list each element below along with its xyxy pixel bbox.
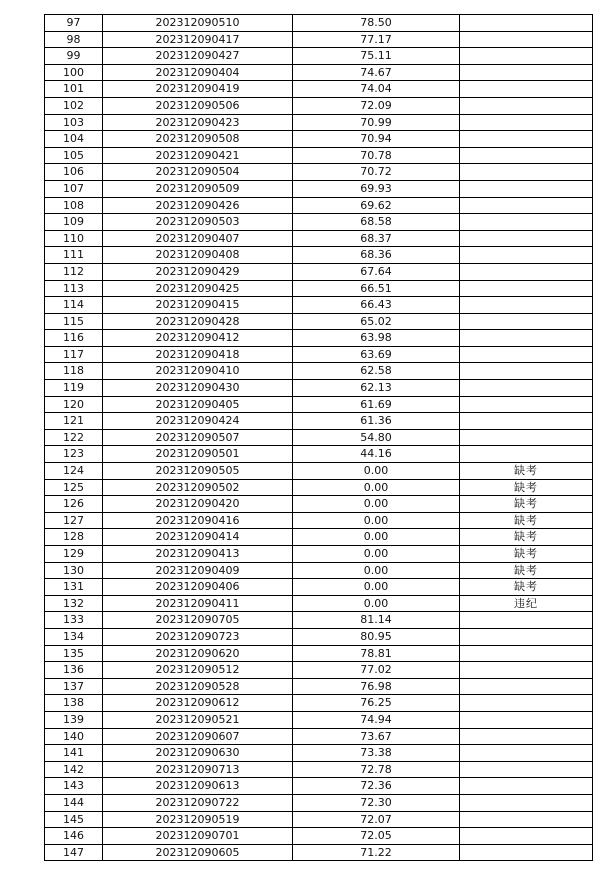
exam-id-cell: 202312090722	[103, 794, 293, 811]
remark-cell: 缺考	[460, 546, 593, 563]
rank-cell: 141	[45, 745, 103, 762]
rank-cell: 115	[45, 313, 103, 330]
remark-cell: 缺考	[460, 579, 593, 596]
table-row	[45, 197, 593, 214]
rank-cell: 113	[45, 280, 103, 297]
exam-id-cell: 202312090528	[103, 678, 293, 695]
score-cell: 0.00	[293, 496, 460, 513]
rank-cell: 130	[45, 562, 103, 579]
remark-cell	[460, 263, 593, 280]
remark-cell: 缺考	[460, 496, 593, 513]
rank-cell: 111	[45, 247, 103, 264]
remark-cell	[460, 48, 593, 65]
remark-cell	[460, 114, 593, 131]
table-row	[45, 678, 593, 695]
rank-cell: 120	[45, 396, 103, 413]
remark-cell	[460, 230, 593, 247]
exam-id-cell: 202312090512	[103, 662, 293, 679]
remark-cell	[460, 214, 593, 231]
remark-cell	[460, 761, 593, 778]
table-row	[45, 579, 593, 596]
table-row	[45, 346, 593, 363]
table-row	[45, 612, 593, 629]
table-row	[45, 247, 593, 264]
score-cell: 80.95	[293, 628, 460, 645]
rank-cell: 147	[45, 844, 103, 861]
score-cell: 66.43	[293, 297, 460, 314]
remark-cell	[460, 711, 593, 728]
table-row	[45, 131, 593, 148]
table-row	[45, 463, 593, 480]
rank-cell: 128	[45, 529, 103, 546]
remark-cell	[460, 313, 593, 330]
remark-cell	[460, 745, 593, 762]
exam-id-cell: 202312090701	[103, 828, 293, 845]
exam-id-cell: 202312090713	[103, 761, 293, 778]
table-row	[45, 828, 593, 845]
score-cell: 74.67	[293, 64, 460, 81]
rank-cell: 105	[45, 147, 103, 164]
exam-id-cell: 202312090415	[103, 297, 293, 314]
remark-cell	[460, 15, 593, 32]
score-cell: 76.98	[293, 678, 460, 695]
remark-cell	[460, 363, 593, 380]
remark-cell	[460, 31, 593, 48]
table-row	[45, 695, 593, 712]
score-cell: 0.00	[293, 546, 460, 563]
table-row	[45, 844, 593, 861]
table-row	[45, 645, 593, 662]
remark-cell	[460, 645, 593, 662]
score-table	[44, 14, 593, 861]
exam-id-cell: 202312090630	[103, 745, 293, 762]
score-cell: 61.69	[293, 396, 460, 413]
score-cell: 63.69	[293, 346, 460, 363]
table-row	[45, 778, 593, 795]
score-cell: 68.37	[293, 230, 460, 247]
score-cell: 72.07	[293, 811, 460, 828]
rank-cell: 100	[45, 64, 103, 81]
table-row	[45, 728, 593, 745]
rank-cell: 117	[45, 346, 103, 363]
table-row	[45, 761, 593, 778]
score-cell: 71.22	[293, 844, 460, 861]
rank-cell: 139	[45, 711, 103, 728]
table-row	[45, 164, 593, 181]
rank-cell: 142	[45, 761, 103, 778]
score-cell: 62.58	[293, 363, 460, 380]
table-row	[45, 15, 593, 32]
rank-cell: 114	[45, 297, 103, 314]
exam-id-cell: 202312090414	[103, 529, 293, 546]
remark-cell	[460, 147, 593, 164]
remark-cell: 缺考	[460, 463, 593, 480]
rank-cell: 144	[45, 794, 103, 811]
remark-cell	[460, 662, 593, 679]
score-cell: 74.94	[293, 711, 460, 728]
rank-cell: 104	[45, 131, 103, 148]
exam-id-cell: 202312090607	[103, 728, 293, 745]
score-cell: 72.30	[293, 794, 460, 811]
remark-cell	[460, 396, 593, 413]
exam-id-cell: 202312090430	[103, 380, 293, 397]
score-cell: 68.36	[293, 247, 460, 264]
remark-cell	[460, 844, 593, 861]
exam-id-cell: 202312090405	[103, 396, 293, 413]
remark-cell	[460, 695, 593, 712]
remark-cell	[460, 429, 593, 446]
exam-id-cell: 202312090519	[103, 811, 293, 828]
exam-id-cell: 202312090510	[103, 15, 293, 32]
exam-id-cell: 202312090507	[103, 429, 293, 446]
remark-cell: 缺考	[460, 529, 593, 546]
rank-cell: 103	[45, 114, 103, 131]
rank-cell: 110	[45, 230, 103, 247]
table-row	[45, 429, 593, 446]
score-cell: 72.36	[293, 778, 460, 795]
score-cell: 78.50	[293, 15, 460, 32]
table-row	[45, 496, 593, 513]
table-row	[45, 595, 593, 612]
rank-cell: 131	[45, 579, 103, 596]
exam-id-cell: 202312090506	[103, 97, 293, 114]
exam-id-cell: 202312090509	[103, 180, 293, 197]
exam-id-cell: 202312090413	[103, 546, 293, 563]
exam-id-cell: 202312090421	[103, 147, 293, 164]
table-row	[45, 330, 593, 347]
exam-id-cell: 202312090424	[103, 413, 293, 430]
exam-id-cell: 202312090503	[103, 214, 293, 231]
table-row	[45, 147, 593, 164]
score-cell: 70.94	[293, 131, 460, 148]
table-row	[45, 396, 593, 413]
rank-cell: 132	[45, 595, 103, 612]
score-cell: 0.00	[293, 512, 460, 529]
table-row	[45, 711, 593, 728]
score-cell: 69.93	[293, 180, 460, 197]
exam-id-cell: 202312090605	[103, 844, 293, 861]
remark-cell	[460, 612, 593, 629]
table-row	[45, 31, 593, 48]
exam-id-cell: 202312090521	[103, 711, 293, 728]
rank-cell: 133	[45, 612, 103, 629]
score-cell: 61.36	[293, 413, 460, 430]
table-row	[45, 280, 593, 297]
table-row	[45, 662, 593, 679]
rank-cell: 129	[45, 546, 103, 563]
exam-id-cell: 202312090705	[103, 612, 293, 629]
table-row	[45, 48, 593, 65]
score-cell: 72.05	[293, 828, 460, 845]
table-row	[45, 230, 593, 247]
rank-cell: 126	[45, 496, 103, 513]
remark-cell	[460, 828, 593, 845]
exam-id-cell: 202312090428	[103, 313, 293, 330]
rank-cell: 138	[45, 695, 103, 712]
table-row	[45, 512, 593, 529]
exam-id-cell: 202312090425	[103, 280, 293, 297]
rank-cell: 124	[45, 463, 103, 480]
rank-cell: 143	[45, 778, 103, 795]
score-cell: 67.64	[293, 263, 460, 280]
score-cell: 69.62	[293, 197, 460, 214]
remark-cell	[460, 64, 593, 81]
rank-cell: 97	[45, 15, 103, 32]
remark-cell	[460, 413, 593, 430]
exam-id-cell: 202312090723	[103, 628, 293, 645]
remark-cell	[460, 81, 593, 98]
score-cell: 0.00	[293, 579, 460, 596]
exam-id-cell: 202312090612	[103, 695, 293, 712]
score-cell: 73.67	[293, 728, 460, 745]
rank-cell: 140	[45, 728, 103, 745]
remark-cell	[460, 297, 593, 314]
remark-cell	[460, 628, 593, 645]
rank-cell: 145	[45, 811, 103, 828]
remark-cell: 缺考	[460, 479, 593, 496]
table-row	[45, 114, 593, 131]
exam-id-cell: 202312090409	[103, 562, 293, 579]
rank-cell: 107	[45, 180, 103, 197]
table-row	[45, 97, 593, 114]
exam-id-cell: 202312090410	[103, 363, 293, 380]
score-cell: 63.98	[293, 330, 460, 347]
score-cell: 0.00	[293, 463, 460, 480]
score-cell: 54.80	[293, 429, 460, 446]
remark-cell	[460, 346, 593, 363]
table-row	[45, 811, 593, 828]
table-row	[45, 297, 593, 314]
score-cell: 66.51	[293, 280, 460, 297]
rank-cell: 102	[45, 97, 103, 114]
score-cell: 70.78	[293, 147, 460, 164]
remark-cell	[460, 197, 593, 214]
remark-cell	[460, 811, 593, 828]
score-cell: 65.02	[293, 313, 460, 330]
table-row	[45, 479, 593, 496]
exam-id-cell: 202312090416	[103, 512, 293, 529]
score-cell: 77.17	[293, 31, 460, 48]
exam-id-cell: 202312090408	[103, 247, 293, 264]
exam-id-cell: 202312090505	[103, 463, 293, 480]
score-cell: 0.00	[293, 595, 460, 612]
remark-cell	[460, 794, 593, 811]
table-row	[45, 529, 593, 546]
rank-cell: 109	[45, 214, 103, 231]
exam-id-cell: 202312090412	[103, 330, 293, 347]
rank-cell: 101	[45, 81, 103, 98]
exam-id-cell: 202312090419	[103, 81, 293, 98]
exam-id-cell: 202312090429	[103, 263, 293, 280]
rank-cell: 136	[45, 662, 103, 679]
score-cell: 72.09	[293, 97, 460, 114]
table-row	[45, 446, 593, 463]
table-row	[45, 313, 593, 330]
rank-cell: 146	[45, 828, 103, 845]
table-row	[45, 794, 593, 811]
remark-cell: 缺考	[460, 512, 593, 529]
score-cell: 0.00	[293, 562, 460, 579]
remark-cell	[460, 446, 593, 463]
remark-cell	[460, 778, 593, 795]
remark-cell	[460, 380, 593, 397]
remark-cell	[460, 330, 593, 347]
exam-id-cell: 202312090620	[103, 645, 293, 662]
remark-cell	[460, 678, 593, 695]
rank-cell: 108	[45, 197, 103, 214]
exam-id-cell: 202312090417	[103, 31, 293, 48]
exam-id-cell: 202312090613	[103, 778, 293, 795]
exam-id-cell: 202312090418	[103, 346, 293, 363]
rank-cell: 122	[45, 429, 103, 446]
remark-cell	[460, 247, 593, 264]
remark-cell	[460, 131, 593, 148]
score-cell: 44.16	[293, 446, 460, 463]
rank-cell: 118	[45, 363, 103, 380]
score-cell: 0.00	[293, 479, 460, 496]
rank-cell: 135	[45, 645, 103, 662]
table-row	[45, 413, 593, 430]
rank-cell: 123	[45, 446, 103, 463]
exam-id-cell: 202312090508	[103, 131, 293, 148]
remark-cell	[460, 164, 593, 181]
exam-id-cell: 202312090406	[103, 579, 293, 596]
score-table-body	[45, 15, 593, 861]
score-cell: 76.25	[293, 695, 460, 712]
remark-cell	[460, 728, 593, 745]
exam-id-cell: 202312090501	[103, 446, 293, 463]
table-row	[45, 546, 593, 563]
remark-cell: 缺考	[460, 562, 593, 579]
table-row	[45, 81, 593, 98]
remark-cell	[460, 97, 593, 114]
score-cell: 77.02	[293, 662, 460, 679]
score-cell: 75.11	[293, 48, 460, 65]
score-cell: 70.99	[293, 114, 460, 131]
rank-cell: 121	[45, 413, 103, 430]
score-cell: 62.13	[293, 380, 460, 397]
rank-cell: 119	[45, 380, 103, 397]
rank-cell: 125	[45, 479, 103, 496]
exam-id-cell: 202312090427	[103, 48, 293, 65]
exam-id-cell: 202312090404	[103, 64, 293, 81]
table-row	[45, 628, 593, 645]
exam-id-cell: 202312090504	[103, 164, 293, 181]
score-cell: 72.78	[293, 761, 460, 778]
table-row	[45, 263, 593, 280]
rank-cell: 134	[45, 628, 103, 645]
remark-cell	[460, 180, 593, 197]
score-cell: 73.38	[293, 745, 460, 762]
table-row	[45, 64, 593, 81]
exam-id-cell: 202312090426	[103, 197, 293, 214]
rank-cell: 137	[45, 678, 103, 695]
rank-cell: 127	[45, 512, 103, 529]
score-cell: 0.00	[293, 529, 460, 546]
rank-cell: 99	[45, 48, 103, 65]
score-cell: 78.81	[293, 645, 460, 662]
table-row	[45, 363, 593, 380]
score-cell: 68.58	[293, 214, 460, 231]
exam-id-cell: 202312090411	[103, 595, 293, 612]
exam-id-cell: 202312090502	[103, 479, 293, 496]
table-row	[45, 380, 593, 397]
remark-cell	[460, 280, 593, 297]
rank-cell: 106	[45, 164, 103, 181]
exam-id-cell: 202312090407	[103, 230, 293, 247]
remark-cell: 违纪	[460, 595, 593, 612]
exam-id-cell: 202312090423	[103, 114, 293, 131]
rank-cell: 98	[45, 31, 103, 48]
score-cell: 70.72	[293, 164, 460, 181]
exam-id-cell: 202312090420	[103, 496, 293, 513]
table-row	[45, 180, 593, 197]
score-cell: 81.14	[293, 612, 460, 629]
table-row	[45, 745, 593, 762]
table-row	[45, 214, 593, 231]
rank-cell: 116	[45, 330, 103, 347]
table-row	[45, 562, 593, 579]
rank-cell: 112	[45, 263, 103, 280]
score-cell: 74.04	[293, 81, 460, 98]
